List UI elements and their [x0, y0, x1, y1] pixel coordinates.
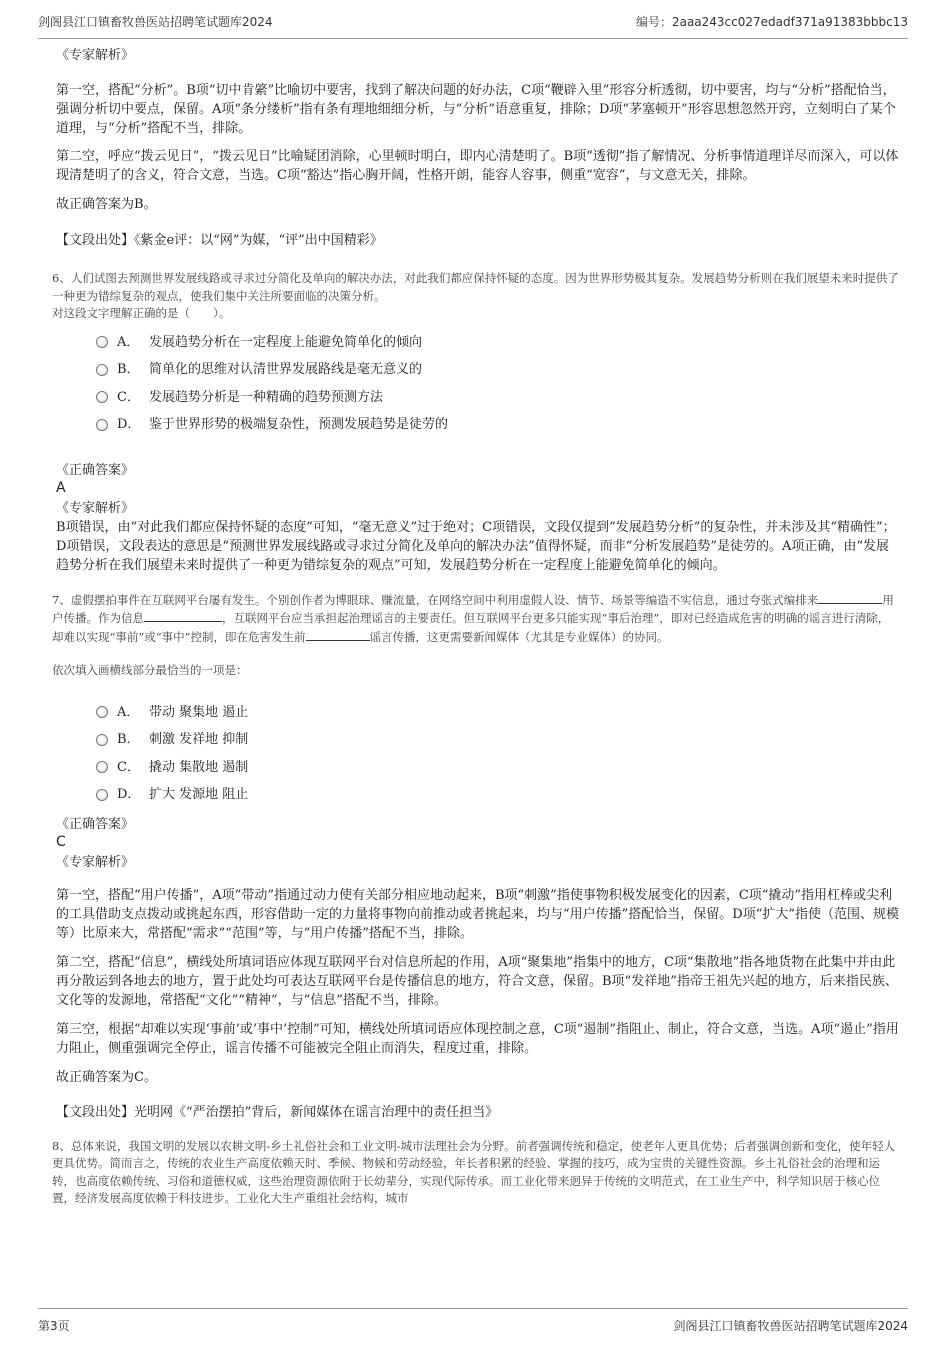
radio-icon[interactable]: [96, 419, 108, 431]
option-text: 发展趋势分析是一种精确的趋势预测方法: [149, 389, 384, 405]
q5-analysis-para1: 第一空，搭配“分析”。B项“切中肯綮”比喻切中要害，找到了解决问题的好办法，C项“鞭辟入里”形容分析透彻，切中要害，均与“分析”搭配恰当，强调分析切中要点，保留。A项“条分缕析”指有条有理地细细分析，与“分析”语意重复，排除；D项“茅塞顿开”形容思想忽然开窍，立刻明白了某个道理，与“分析”搭配不当，排除。: [56, 83, 896, 136]
q6-answer-label: 《正确答案》: [56, 462, 135, 478]
q7-analysis-label: 《专家解析》: [56, 854, 135, 870]
q7-answer: C: [56, 833, 66, 850]
footer-title: 剑阁县江口镇畜牧兽医站招聘笔试题库2024: [673, 1318, 908, 1333]
option-text: 鉴于世界形势的极端复杂性，预测发展趋势是徒劳的: [149, 417, 449, 433]
q6-stem: 6、人们试图去预测世界发展线路或寻求过分简化及单向的解决办法，对此我们都应保持怀疑的态度。因为世界形势极其复杂。发展趋势分析则在我们展望未来时提供了一种更为错综复杂的观点，使我们集中关注所要面临的决策分析。: [52, 271, 899, 303]
q5-analysis-label: 《专家解析》: [56, 48, 135, 63]
option-letter: C．: [117, 389, 140, 405]
q7-analysis-para3: 第三空，根据“却难以实现‘事前’或‘事中’控制”可知，横线处所填词语应体现控制之意，C项“遏制”指阻止、制止，符合文意，当选。A项“遏止”指用力阻止，侧重强调完全停止，谣言传播不可能被完全阻止而消失，程度过重，排除。: [56, 1021, 899, 1056]
q7-stem-part3: ，互联网平台应当承担起治理谣言的主要责任。但互联网平台更多只能实现“事后治理”，即对已经造成危害的明确的谣言进行清除，却难以实现“事前”或“事中”控制，即在危害发生前: [52, 611, 890, 644]
q7-stem-part1: 7、虚假摆拍事件在互联网平台屡有发生。个别创作者为博眼球、赚流量，在网络空间中利用虚假人设、情节、场景等编造不实信息，通过夸张式编排来: [52, 592, 819, 607]
option-text: 发展趋势分析在一定程度上能避免简单化的倾向: [149, 334, 423, 350]
option-letter: C．: [117, 759, 140, 775]
q7-option-a[interactable]: [96, 697, 900, 725]
page-header: [38, 10, 908, 39]
q5-conclusion: 故正确答案为B。: [56, 197, 157, 212]
q5-source: 【文段出处】《紫金e评：以“网”为媒，“评”出中国精彩》: [56, 233, 383, 248]
q7-source: 【文段出处】光明网《“严治摆拍”背后，新闻媒体在谣言治理中的责任担当》: [56, 1104, 499, 1120]
radio-icon[interactable]: [96, 391, 108, 403]
q6-options: [56, 327, 900, 437]
q7-blank-2: [144, 609, 222, 622]
radio-icon[interactable]: [96, 734, 108, 746]
q6-analysis-label: 《专家解析》: [56, 500, 135, 516]
radio-icon[interactable]: [96, 706, 108, 718]
q7-question: 依次填入画横线部分最恰当的一项是：: [52, 663, 248, 677]
q6-analysis: B项错误，由“对此我们都应保持怀疑的态度”可知，“毫无意义”过于绝对；C项错误，文段仅提到“发展趋势分析”的复杂性，并未涉及其“精确性”；D项错误，文段表达的意思是“预测世界发展线路或寻求过分简化及单向的解决办法”值得怀疑，而非“分析发展趋势”是徒劳的。A项正确，由“发展趋势分析在我们展望未来时提供了一种更为错综复杂的观点”可知，发展趋势分析在一定程度上能避免简单化的倾向。: [56, 519, 896, 573]
page-content: [52, 44, 900, 1208]
q7-analysis-para1: 第一空，搭配“用户传播”，A项“带动”指通过动力使有关部分相应地动起来，B项“刺激”指使事物积极发展变化的因素，C项“撬动”指用杠棒或尖利的工具借助支点拨动或挑起东西，形容借助一定的力量将事物向前推动或者挑起来，均与“用户传播”搭配恰当，保留。D项“扩大”指使（范围、规模等）比原来大，常搭配“需求”“范围”等，与“用户传播”搭配不当，排除。: [56, 887, 900, 941]
q8-stem: 8、总体来说，我国文明的发展以农耕文明-乡土礼俗社会和工业文明-城市法理社会为分野。前者强调传统和稳定，使老年人更具优势；后者强调创新和变化，使年轻人更具优势。简而言之，传统的农业生产高度依赖天时、季候、物候和劳动经验，年长者积累的经验、掌握的技巧，成为宝贵的关键性资源。乡土礼俗社会的治理和运转，也高度依赖传统、习俗和道德权威，这些治理资源依附于长幼辈分，实现代际传承。而工业化带来迥异于传统的文明范式，在工业生产中，科学知识居于核心位置，经济发展高度依赖于科技进步。工业化大生产重组社会结构，城市: [52, 1138, 896, 1205]
option-text: 撬动 集散地 遏制: [149, 759, 249, 775]
option-text: 简单化的思维对认清世界发展路线是毫无意义的: [149, 362, 423, 378]
q7-stem: [52, 591, 900, 647]
option-letter: D．: [117, 787, 141, 803]
radio-icon[interactable]: [96, 789, 108, 801]
q6-option-d[interactable]: [96, 409, 900, 437]
header-title: 剑阁县江口镇畜牧兽医站招聘笔试题库2024: [38, 14, 273, 29]
q7-conclusion: 故正确答案为C。: [56, 1069, 157, 1085]
q7-option-b[interactable]: [96, 724, 900, 752]
q7-blank-3: [306, 628, 370, 641]
option-text: 带动 聚集地 遏止: [149, 704, 249, 720]
radio-icon[interactable]: [96, 336, 108, 348]
q7-stem-part4: 谣言传播，这更需要新闻媒体（尤其是专业媒体）的协同。: [369, 629, 669, 644]
option-letter: B．: [117, 732, 140, 748]
q7-stem-part2: 用户传播。作为信息: [52, 592, 894, 625]
q6-answer: A: [56, 479, 66, 496]
footer-page-number: 第3页: [38, 1318, 70, 1333]
option-letter: A．: [117, 704, 140, 720]
q7-analysis-para2: 第二空，搭配“信息”，横线处所填词语应体现互联网平台对信息所起的作用，A项“聚集地”指集中的地方，C项“集散地”指各地货物在此集中并由此再分散运到各地去的地方，置于此处均可表达互联网平台是传播信息的地方，符合文意，保留。B项“发祥地”指帝王祖先兴起的地方，后来指民族、文化等的发源地，常搭配“文化”“精神”，与“信息”搭配不当，排除。: [56, 954, 898, 1008]
q7-option-c[interactable]: [96, 752, 900, 780]
option-letter: B．: [117, 362, 140, 378]
q6-option-c[interactable]: [96, 382, 900, 410]
q6-option-a[interactable]: [96, 327, 900, 355]
option-letter: D．: [117, 417, 141, 433]
radio-icon[interactable]: [96, 761, 108, 773]
q5-analysis-para2: 第二空，呼应“拨云见日”，“拨云见日”比喻疑团消除，心里顿时明白，即内心清楚明了。B项“透彻”指了解情况、分析事情道理详尽而深入，可以体现清楚明了的含义，符合文意，当选。C项“豁达”指心胸开阔，性格开朗，能容人容事，侧重“宽容”，与文意无关，排除。: [56, 149, 899, 183]
page-footer: [38, 1308, 908, 1335]
q7-options: [56, 697, 900, 807]
option-letter: A．: [117, 334, 140, 350]
option-text: 扩大 发源地 阻止: [149, 787, 249, 803]
radio-icon[interactable]: [96, 364, 108, 376]
q7-answer-label: 《正确答案》: [56, 816, 135, 832]
option-text: 刺激 发祥地 抑制: [149, 732, 249, 748]
header-code: 编号：2aaa243cc027edadf371a91383bbbc13: [635, 14, 908, 29]
q6-question: 对这段文字理解正确的是（ ）。: [52, 306, 231, 320]
q7-blank-1: [818, 591, 882, 604]
q6-option-b[interactable]: [96, 354, 900, 382]
q7-option-d[interactable]: [96, 779, 900, 807]
